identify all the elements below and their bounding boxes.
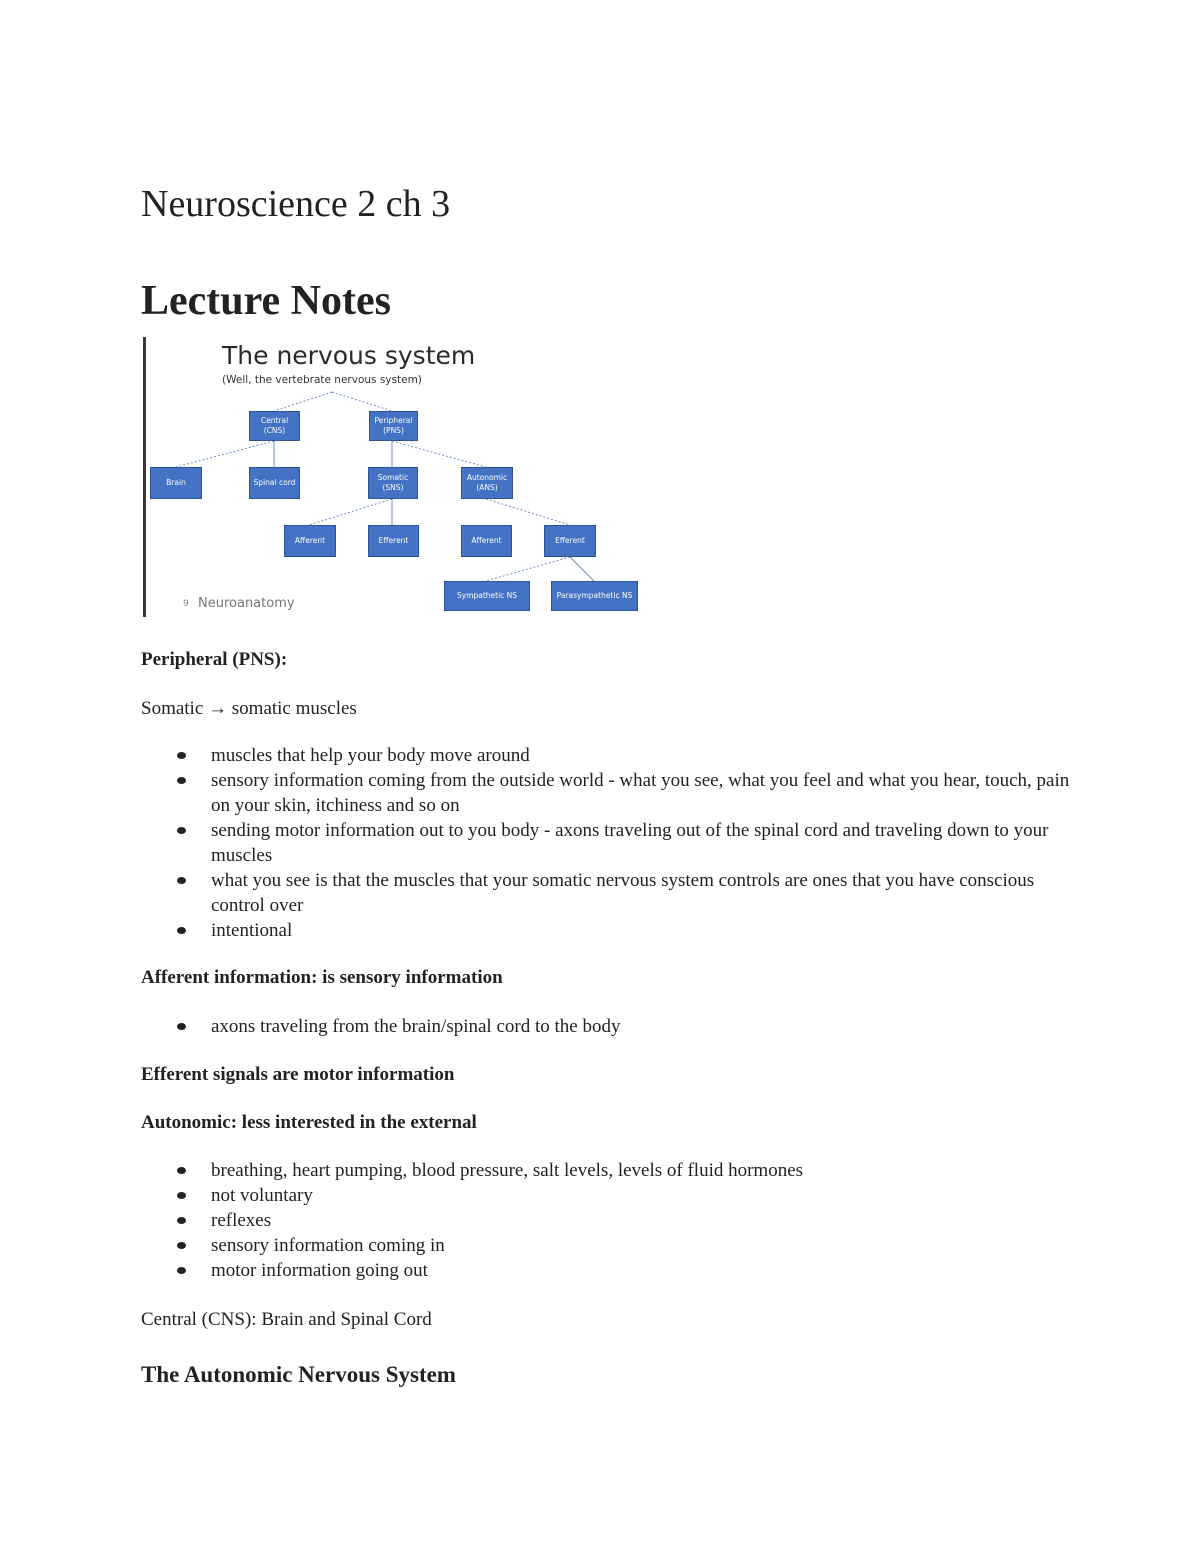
node-sympathetic-ns: Sympathetic NS — [444, 581, 530, 611]
peripheral-heading: Peripheral (PNS): — [141, 649, 288, 670]
central-line: Central (CNS): Brain and Spinal Cord — [141, 1309, 432, 1330]
list-item: sending motor information out to you body - axons traveling out of the spinal cord and traveling down to your muscles — [141, 818, 1071, 868]
somatic-bullet-list — [141, 743, 1071, 943]
node-peripheral-pns: Peripheral (PNS) — [369, 411, 418, 441]
list-item: breathing, heart pumping, blood pressure, salt levels, levels of fluid hormones — [141, 1158, 1071, 1183]
nervous-system-slide-image — [143, 337, 663, 619]
afferent-bullet-list — [141, 1014, 1071, 1039]
bullet-icon — [177, 1267, 186, 1274]
list-item: intentional — [141, 918, 1071, 943]
node-spinal-cord: Spinal cord — [249, 467, 300, 499]
node-somatic-sns: Somatic (SNS) — [368, 467, 418, 499]
list-item: muscles that help your body move around — [141, 743, 1071, 768]
bullet-icon — [177, 1217, 186, 1224]
list-item: sensory information coming from the outside world - what you see, what you feel and what you hear, touch, pain on your skin, itchiness and so on — [141, 768, 1071, 818]
list-item: what you see is that the muscles that your somatic nervous system controls are ones that you have conscious control over — [141, 868, 1071, 918]
node-autonomic-ans: Autonomic (ANS) — [461, 467, 513, 499]
slide-title: The nervous system — [222, 341, 476, 370]
list-item: motor information going out — [141, 1258, 1071, 1283]
autonomic-heading: Autonomic: less interested in the external — [141, 1112, 477, 1133]
slide-footer-label: Neuroanatomy — [198, 596, 295, 611]
node-afferent-somatic: Afferent — [284, 525, 336, 557]
bullet-icon — [177, 877, 186, 884]
afferent-heading: Afferent information: is sensory information — [141, 967, 503, 988]
document-title: Neuroscience 2 ch 3 — [141, 183, 451, 225]
bullet-icon — [177, 1167, 186, 1174]
autonomic-bullet-list — [141, 1158, 1071, 1283]
slide-number: 9 — [183, 599, 189, 609]
list-item: sensory information coming in — [141, 1233, 1071, 1258]
node-parasympathetic-ns: Parasympathetic NS — [551, 581, 638, 611]
bullet-icon — [177, 777, 186, 784]
bullet-icon — [177, 1242, 186, 1249]
list-item: not voluntary — [141, 1183, 1071, 1208]
bullet-icon — [177, 1023, 186, 1030]
efferent-heading: Efferent signals are motor information — [141, 1064, 455, 1085]
node-afferent-autonomic: Afferent — [461, 525, 512, 557]
node-efferent-somatic: Efferent — [368, 525, 419, 557]
bullet-icon — [177, 752, 186, 759]
node-efferent-autonomic: Efferent — [544, 525, 596, 557]
list-item: reflexes — [141, 1208, 1071, 1233]
autonomic-nervous-system-heading: The Autonomic Nervous System — [141, 1362, 456, 1387]
lecture-notes-heading: Lecture Notes — [141, 278, 391, 324]
list-item: axons traveling from the brain/spinal cord to the body — [141, 1014, 1071, 1039]
bullet-icon — [177, 927, 186, 934]
node-brain: Brain — [150, 467, 202, 499]
node-central-cns: Central (CNS) — [249, 411, 300, 441]
slide-subtitle: (Well, the vertebrate nervous system) — [222, 374, 422, 386]
bullet-icon — [177, 827, 186, 834]
somatic-line: Somatic → somatic muscles — [141, 698, 357, 719]
bullet-icon — [177, 1192, 186, 1199]
